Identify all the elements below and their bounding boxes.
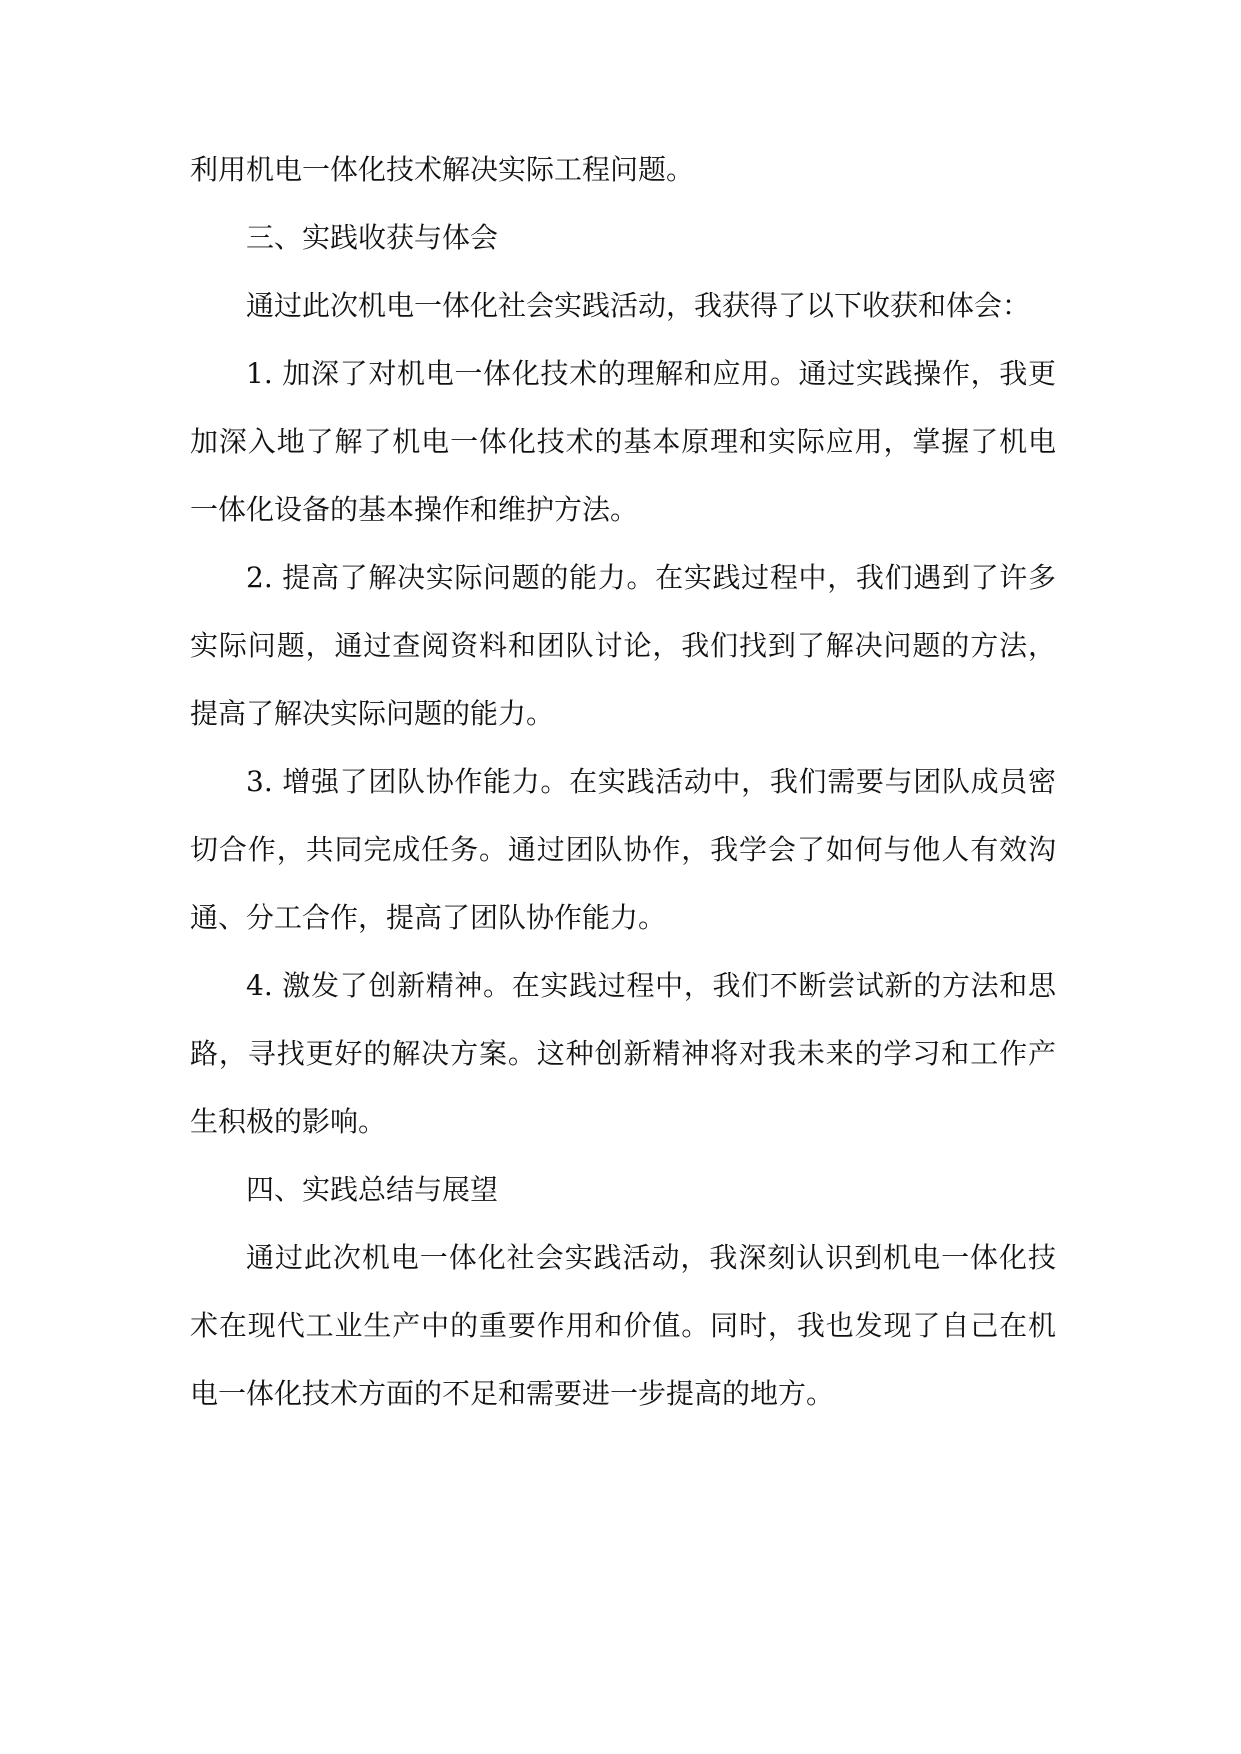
list-item-3: 3. 增强了团队协作能力。在实践活动中，我们需要与团队成员密切合作，共同完成任务。通过团队协作，我学会了如何与他人有效沟通、分工合作，提高了团队协作能力。 <box>190 765 1056 934</box>
paragraph-summary: 通过此次机电一体化社会实践活动，我深刻认识到机电一体化技术在现代工业生产中的重要作用和价值。同时，我也发现了自己在机电一体化技术方面的不足和需要进一步提高的地方。 <box>190 1241 1056 1410</box>
section-heading-4: 四、实践总结与展望 <box>246 1173 499 1206</box>
list-item-2: 2. 提高了解决实际问题的能力。在实践过程中，我们遇到了许多实际问题，通过查阅资料和团队讨论，我们找到了解决问题的方法，提高了解决实际问题的能力。 <box>190 561 1056 730</box>
list-item-4: 4. 激发了创新精神。在实践过程中，我们不断尝试新的方法和思路，寻找更好的解决方案。这种创新精神将对我未来的学习和工作产生积极的影响。 <box>190 969 1056 1138</box>
list-item-1: 1. 加深了对机电一体化技术的理解和应用。通过实践操作，我更加深入地了解了机电一体化技术的基本原理和实际应用，掌握了机电一体化设备的基本操作和维护方法。 <box>190 357 1056 526</box>
paragraph-continuation: 利用机电一体化技术解决实际工程问题。 <box>190 153 695 186</box>
document-body <box>190 136 1056 1428</box>
paragraph-intro: 通过此次机电一体化社会实践活动，我获得了以下收获和体会： <box>246 289 1031 322</box>
section-heading-3: 三、实践收获与体会 <box>246 221 499 254</box>
